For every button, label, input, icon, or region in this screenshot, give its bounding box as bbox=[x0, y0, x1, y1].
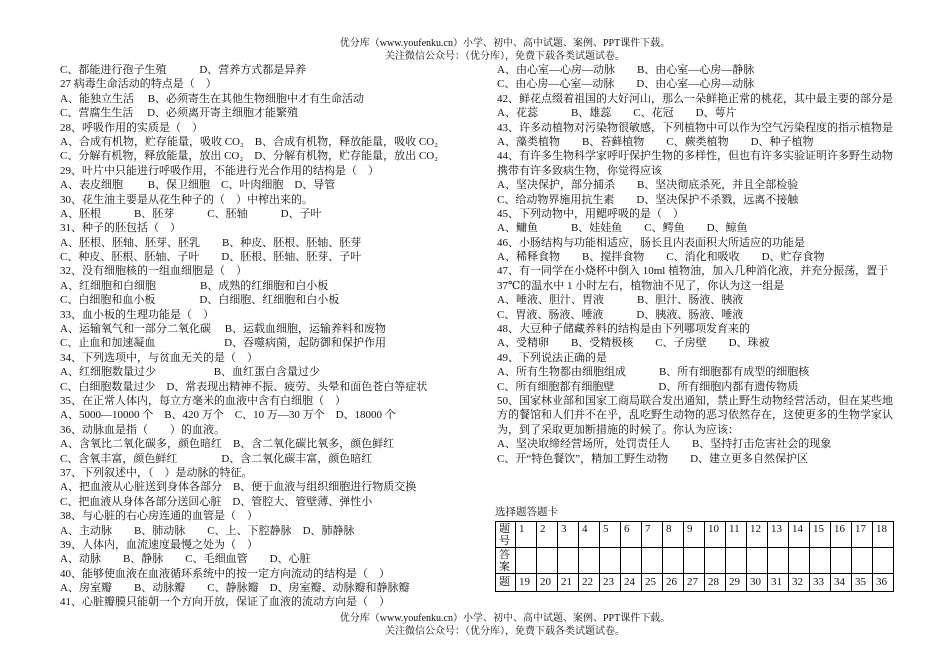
question-number-row bbox=[496, 522, 894, 548]
answer-blank-cell bbox=[789, 548, 810, 574]
answer-blank-cell bbox=[516, 548, 537, 574]
answer-options-line: A、受精卵 B、受精极核 C、子房壁 D、珠被 bbox=[497, 337, 770, 350]
question-stem-line: 43、许多动植物对污染物很敏感，下列植物中可以作为空气污染程度的指示植物是 bbox=[497, 121, 893, 134]
answer-options-line: C、胃液、肠液、唾液 D、胰液、肠液、唾液 bbox=[497, 308, 744, 321]
question-number-cell: 5 bbox=[600, 522, 621, 548]
question-number-cell: 29 bbox=[726, 574, 747, 592]
question-stem-line: 50、国家林业部和国家工商局联合发出通知，禁止野生动物经营活动，但在某些地 bbox=[497, 394, 893, 407]
question-number-cell: 15 bbox=[810, 522, 831, 548]
answer-options-line: C、开“特色餐饮”，精加工野生动物 D、建立更多自然保护区 bbox=[497, 452, 809, 465]
answer-options-line: A、合成有机物，贮存能量，吸收 CO₂ B、合成有机物，释放能量，吸收 CO₂ bbox=[60, 135, 439, 148]
question-stem-line: 29、叶片中只能进行呼吸作用，不能进行光合作用的结构是（ ） bbox=[60, 164, 379, 177]
answer-blank-cell bbox=[831, 548, 852, 574]
answer-options-line: C、所有细胞都有细胞壁 D、所有细胞内都有遗传物质 bbox=[497, 380, 799, 393]
question-number-cell: 23 bbox=[600, 574, 621, 592]
question-number-cell: 4 bbox=[579, 522, 600, 548]
answer-blank-cell bbox=[810, 548, 831, 574]
question-number-cell: 36 bbox=[873, 574, 894, 592]
question-number-cell: 27 bbox=[684, 574, 705, 592]
page-footer bbox=[305, 612, 705, 638]
answer-options-line: A、花蕊 B、雄蕊 C、花冠 D、萼片 bbox=[497, 107, 737, 120]
question-number-cell: 7 bbox=[642, 522, 663, 548]
answer-card-table bbox=[495, 521, 894, 592]
question-stem-line: 30、花生油主要是从花生种子的（ ）中榨出来的。 bbox=[60, 193, 313, 206]
question-number-cell: 26 bbox=[663, 574, 684, 592]
answer-blank-cell bbox=[852, 548, 873, 574]
question-stem-line: 44、有许多生物科学家呼吁保护生物的多样性，但也有许多实验证明许多野生动物 bbox=[497, 150, 893, 163]
answer-options-line: A、稀释食物 B、搅拌食物 C、消化和吸收 D、贮存食物 bbox=[497, 251, 825, 264]
question-number-cell: 31 bbox=[768, 574, 789, 592]
header-site-line: 优分库（www.youfenku.cn）小学、初中、高中试题、案例、PPT课件下载。 bbox=[339, 38, 671, 49]
row-label-cell: 题号 bbox=[496, 522, 516, 548]
answer-options-line: A、房室瓣 B、动脉瓣 C、静脉瓣 D、房室瓣、动脉瓣和静脉瓣 bbox=[60, 582, 410, 595]
question-number-cell: 34 bbox=[831, 574, 852, 592]
answer-blank-cell bbox=[600, 548, 621, 574]
question-number-cell: 11 bbox=[726, 522, 747, 548]
question-stem-line: 35、在正常人体内，每立方毫米的血液中含有白细胞（ ） bbox=[60, 394, 346, 407]
question-number-cell: 33 bbox=[810, 574, 831, 592]
answer-options-line: A、运输氧气和一部分二氧化碳 B、运载血细胞，运输养料和废物 bbox=[60, 323, 387, 336]
answer-options-line: A、唾液、胆汁、胃液 B、胆汁、肠液、胰液 bbox=[497, 294, 744, 307]
question-stem-line: 37℃的温水中 1 小时左右，植物油不见了，你认为这一组是 bbox=[497, 279, 785, 292]
answer-blank-cell bbox=[684, 548, 705, 574]
answer-options-line: A、动脉 B、静脉 C、毛细血管 D、心脏 bbox=[60, 553, 311, 566]
question-stem-line: 47、有一同学在小烧杯中倒入 10ml 植物油，加入几种消化液，并充分振荡，置于 bbox=[497, 265, 889, 278]
question-number-cell: 21 bbox=[558, 574, 579, 592]
answer-options-line: C、给动物界施用抗生素 D、坚决保护不杀戮，远离不接触 bbox=[497, 193, 799, 206]
question-stem-line: 48、大豆种子储藏养料的结构是由下列哪项发育来的 bbox=[497, 323, 750, 336]
answer-blank-cell bbox=[726, 548, 747, 574]
question-stem-line: 41、心脏瓣膜只能朝一个方向开放，保证了血液的流动方向是（ ） bbox=[60, 596, 390, 609]
question-continuation-line: 方的餐馆和人们并不在乎，乱吃野生动物的恶习依然存在，这使更多的生物学家认 bbox=[497, 409, 893, 422]
question-number-cell: 28 bbox=[705, 574, 726, 592]
question-stem-line: 36、动脉血是指（ ）的血液。 bbox=[60, 423, 225, 436]
footer-site-line: 优分库（www.youfenku.cn）小学、初中、高中试题、案例、PPT课件下载。 bbox=[339, 613, 671, 624]
footer-wechat-line: 关注微信公众号：（优分库），免费下载各类试题试卷。 bbox=[385, 626, 625, 637]
answer-options-line: C、止血和加速凝血 D、吞噬病菌，起防御和保护作用 bbox=[60, 337, 387, 350]
question-stem-line: 34、下列选项中，与贫血无关的是（ ） bbox=[60, 351, 258, 364]
answer-card-caption: 选择题答题卡 bbox=[495, 507, 558, 518]
answer-blank-cell bbox=[621, 548, 642, 574]
answer-options-line: A、5000—10000 个 B、420 万个 C、10 万—30 万个 D、18000 个 bbox=[60, 409, 396, 422]
answer-blank-cell bbox=[747, 548, 768, 574]
question-number-cell: 1 bbox=[516, 522, 537, 548]
answer-options-line: C、种皮、胚根、胚轴、子叶 D、胚根、胚轴、胚芽、子叶 bbox=[60, 251, 362, 264]
question-stem-line: 40、能够使血液在血液循环系统中的按一定方向流动的结构是（ ） bbox=[60, 567, 390, 580]
question-number-cell: 30 bbox=[747, 574, 768, 592]
answer-options-line: A、胚根 B、胚芽 C、胚轴 D、子叶 bbox=[60, 207, 322, 220]
answer-blank-cell bbox=[579, 548, 600, 574]
question-number-cell: 22 bbox=[579, 574, 600, 592]
question-number-cell: 17 bbox=[852, 522, 873, 548]
answer-options-line: C、都能进行孢子生殖 D、营养方式都是异养 bbox=[60, 64, 307, 76]
question-number-cell: 12 bbox=[747, 522, 768, 548]
answer-options-line: A、主动脉 B、肺动脉 C、上、下腔静脉 D、肺静脉 bbox=[60, 524, 355, 537]
question-number-cell: 9 bbox=[684, 522, 705, 548]
question-number-cell: 35 bbox=[852, 574, 873, 592]
answer-options-line: A、红细胞数量过少 B、血红蛋白含量过少 bbox=[60, 366, 321, 379]
question-number-cell: 14 bbox=[789, 522, 810, 548]
answer-options-line: A、坚决保护，部分捕杀 B、坚决彻底杀死，并且全部检验 bbox=[497, 179, 799, 192]
answer-options-line: A、坚决取缔经营场所，处罚责任人 B、坚持打击危害社会的现象 bbox=[497, 438, 832, 451]
answer-options-line: C、把血液从身体各部分送回心脏 D、管腔大、管壁薄、弹性小 bbox=[60, 495, 373, 508]
question-stem-line: 28、呼吸作用的实质是（ ） bbox=[60, 121, 203, 134]
answer-options-line: A、能独立生活 B、必须寄生在其他生物细胞中才有生命活动 bbox=[60, 92, 365, 105]
question-stem-line: 39、人体内，血流速度最慢之处为（ ） bbox=[60, 538, 258, 551]
answer-blank-cell bbox=[705, 548, 726, 574]
answer-options-line: C、由心房—心室—动脉 D、由心室—心房—动脉 bbox=[497, 78, 755, 91]
answer-options-line: A、所有生物都由细胞组成 B、所有细胞都有成型的细胞核 bbox=[497, 366, 810, 379]
answer-options-line: A、胚根、胚轴、胚芽、胚乳 B、种皮、胚根、胚轴、胚芽 bbox=[60, 236, 362, 249]
question-number-cell: 2 bbox=[537, 522, 558, 548]
question-stem-line: 46、小肠结构与功能相适应，肠长且内表面积大所适应的功能是 bbox=[497, 236, 805, 249]
question-stem-line: 32、没有细胞核的一组血细胞是（ ） bbox=[60, 265, 247, 278]
answer-blank-cell bbox=[768, 548, 789, 574]
answer-options-line: C、含氧丰富，颜色鲜红 D、含二氧化碳丰富，颜色暗红 bbox=[60, 452, 373, 465]
question-number-row bbox=[496, 574, 894, 592]
question-stem-line: 38、与心脏的右心房连通的血管是（ ） bbox=[60, 510, 258, 523]
question-number-cell: 32 bbox=[789, 574, 810, 592]
question-stem-line: 45、下列动物中，用鳃呼吸的是（ ） bbox=[497, 207, 684, 220]
answer-options-line: A、红细胞和白细胞 B、成熟的红细胞和白小板 bbox=[60, 279, 329, 292]
question-number-cell: 16 bbox=[831, 522, 852, 548]
question-number-cell: 3 bbox=[558, 522, 579, 548]
question-number-cell: 18 bbox=[873, 522, 894, 548]
answer-options-line: C、分解有机物，释放能量，放出 CO₂ D、分解有机物，贮存能量，放出 CO₂ bbox=[60, 150, 439, 163]
question-number-cell: 25 bbox=[642, 574, 663, 592]
answer-blank-cell bbox=[663, 548, 684, 574]
question-number-cell: 6 bbox=[621, 522, 642, 548]
question-number-cell: 8 bbox=[663, 522, 684, 548]
question-stem-line: 42、鲜花点缀着祖国的大好河山，那么一朵鲜艳正常的桃花，其中最主要的部分是 bbox=[497, 92, 893, 105]
question-number-cell: 19 bbox=[516, 574, 537, 592]
answer-options-line: A、由心室—心房—动脉 B、由心室—心房—静脉 bbox=[497, 64, 755, 76]
question-number-cell: 20 bbox=[537, 574, 558, 592]
question-stem-line: 37、下列叙述中，（ ）是动脉的特征。 bbox=[60, 466, 253, 479]
right-question-column bbox=[497, 63, 907, 483]
answer-blank-cell bbox=[558, 548, 579, 574]
answer-options-line: C、白细胞和血小板 D、白细胞、红细胞和白小板 bbox=[60, 294, 340, 307]
answer-blank-cell bbox=[642, 548, 663, 574]
row-label-cell: 题 bbox=[496, 574, 516, 592]
question-stem-line: 31、种子的胚包括（ ） bbox=[60, 222, 181, 235]
question-number-cell: 10 bbox=[705, 522, 726, 548]
question-continuation-line: 携带有许多致病生物，你觉得应该 bbox=[497, 164, 662, 177]
answer-options-line: A、鳙鱼 B、娃娃鱼 C、鳄鱼 D、鲸鱼 bbox=[497, 222, 748, 235]
question-stem-line: 33、血小板的生理功能是（ ） bbox=[60, 308, 214, 321]
question-stem-line: 27 病毒生命活动的特点是（ ） bbox=[60, 78, 217, 91]
answer-options-line: C、营腐生生活 D、必须离开寄主细胞才能繁殖 bbox=[60, 107, 299, 120]
answer-blank-cell bbox=[537, 548, 558, 574]
question-continuation-line: 为，到了采取更加断措施的时候了。你认为应该： bbox=[497, 423, 739, 436]
answer-options-line: A、表皮细胞 B、保卫细胞 C、叶肉细胞 D、导管 bbox=[60, 179, 336, 192]
answer-blank-cell bbox=[873, 548, 894, 574]
answer-row bbox=[496, 548, 894, 574]
header-wechat-line: 关注微信公众号：（优分库），免费下载各类试题试卷。 bbox=[385, 51, 625, 62]
answer-options-line: A、藻类植物 B、苔藓植物 C、蕨类植物 D、种子植物 bbox=[497, 135, 814, 148]
question-number-cell: 24 bbox=[621, 574, 642, 592]
row-label-cell: 答案 bbox=[496, 548, 516, 574]
answer-options-line: A、把血液从心脏送到身体各部分 B、便于血液与组织细胞进行物质交换 bbox=[60, 481, 417, 494]
left-question-column bbox=[60, 63, 490, 613]
answer-options-line: C、白细胞数量过少 D、常表现出精神不振、疲劳、头晕和面色苍白等症状 bbox=[60, 380, 428, 393]
answer-options-line: A、含氧比二氧化碳多，颜色暗红 B、含二氧化碳比氧多，颜色鲜红 bbox=[60, 438, 395, 451]
question-stem-line: 49、下列说法正确的是 bbox=[497, 351, 607, 364]
question-number-cell: 13 bbox=[768, 522, 789, 548]
page-header bbox=[305, 37, 705, 63]
